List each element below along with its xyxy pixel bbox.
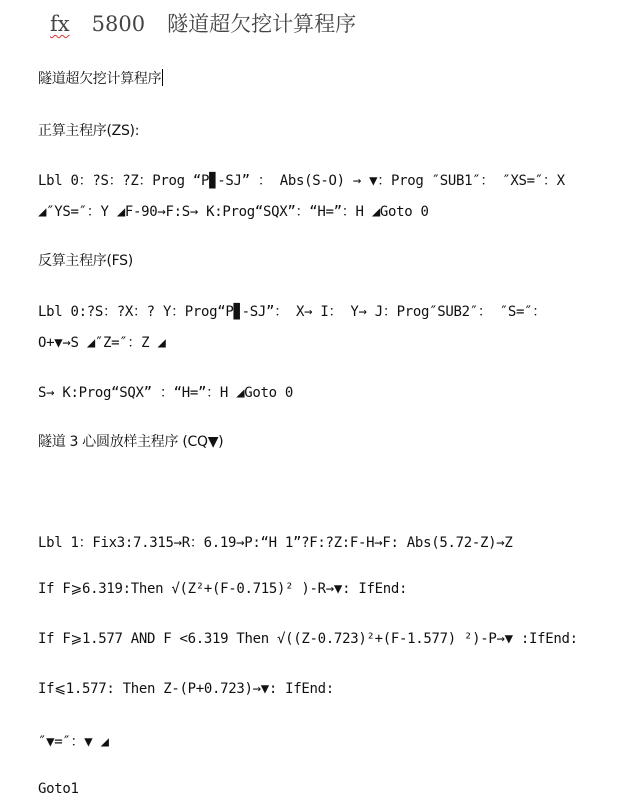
code-line: Goto1	[38, 781, 79, 797]
title-prefix: fx	[50, 12, 70, 36]
code-line: Lbl 0：?S：?Z：Prog “P▊-SJ” ： Abs(S-O) → ▼：Prog ″SUB1″： ″XS=″：X	[38, 173, 565, 189]
title-model: 5800	[91, 12, 146, 36]
code-line: S→ K:Prog“SQX” ：“H=”：H ◢Goto 0	[38, 385, 294, 401]
code-line: Lbl 0:?S：?X：? Y：Prog“P▊-SJ”： X→ I： Y→ J：Prog″SUB2″： ″S=″：	[38, 304, 546, 320]
heading-inverse: 反算主程序(FS)	[38, 253, 133, 269]
code-line: O+▼→S ◢″Z=″：Z ◢	[38, 335, 166, 351]
code-line: If F⩾1.577 AND F <6.319 Then √((Z-0.723)²+(F-1.577) ²)-P→▼ :IfEnd:	[38, 631, 578, 647]
heading-cq: 隧道 3 心圆放样主程序 (CQ▼)	[38, 434, 224, 450]
code-line: ″▼=″：▼ ◢	[38, 734, 109, 750]
code-line: If⩽1.577: Then Z-(P+0.723)→▼: IfEnd:	[38, 681, 334, 697]
title-name: 隧道超欠挖计算程序	[167, 12, 357, 36]
code-line: ◢″YS=″：Y ◢F-90→F:S→ K:Prog“SQX”：“H=”：H ◢Goto 0	[38, 204, 429, 220]
heading-forward: 正算主程序(ZS):	[38, 123, 140, 139]
code-line: Lbl 1：Fix3:7.315→R：6.19→P:“H 1”?F:?Z:F-H→F: Abs(5.72-Z)→Z	[38, 535, 513, 551]
heading-program[interactable]: 隧道超欠挖计算程序	[38, 71, 162, 87]
document-title	[50, 8, 356, 38]
text-caret	[162, 69, 163, 86]
code-line: If F⩾6.319:Then √(Z²+(F-0.715)² )-R→▼: IfEnd:	[38, 581, 408, 597]
